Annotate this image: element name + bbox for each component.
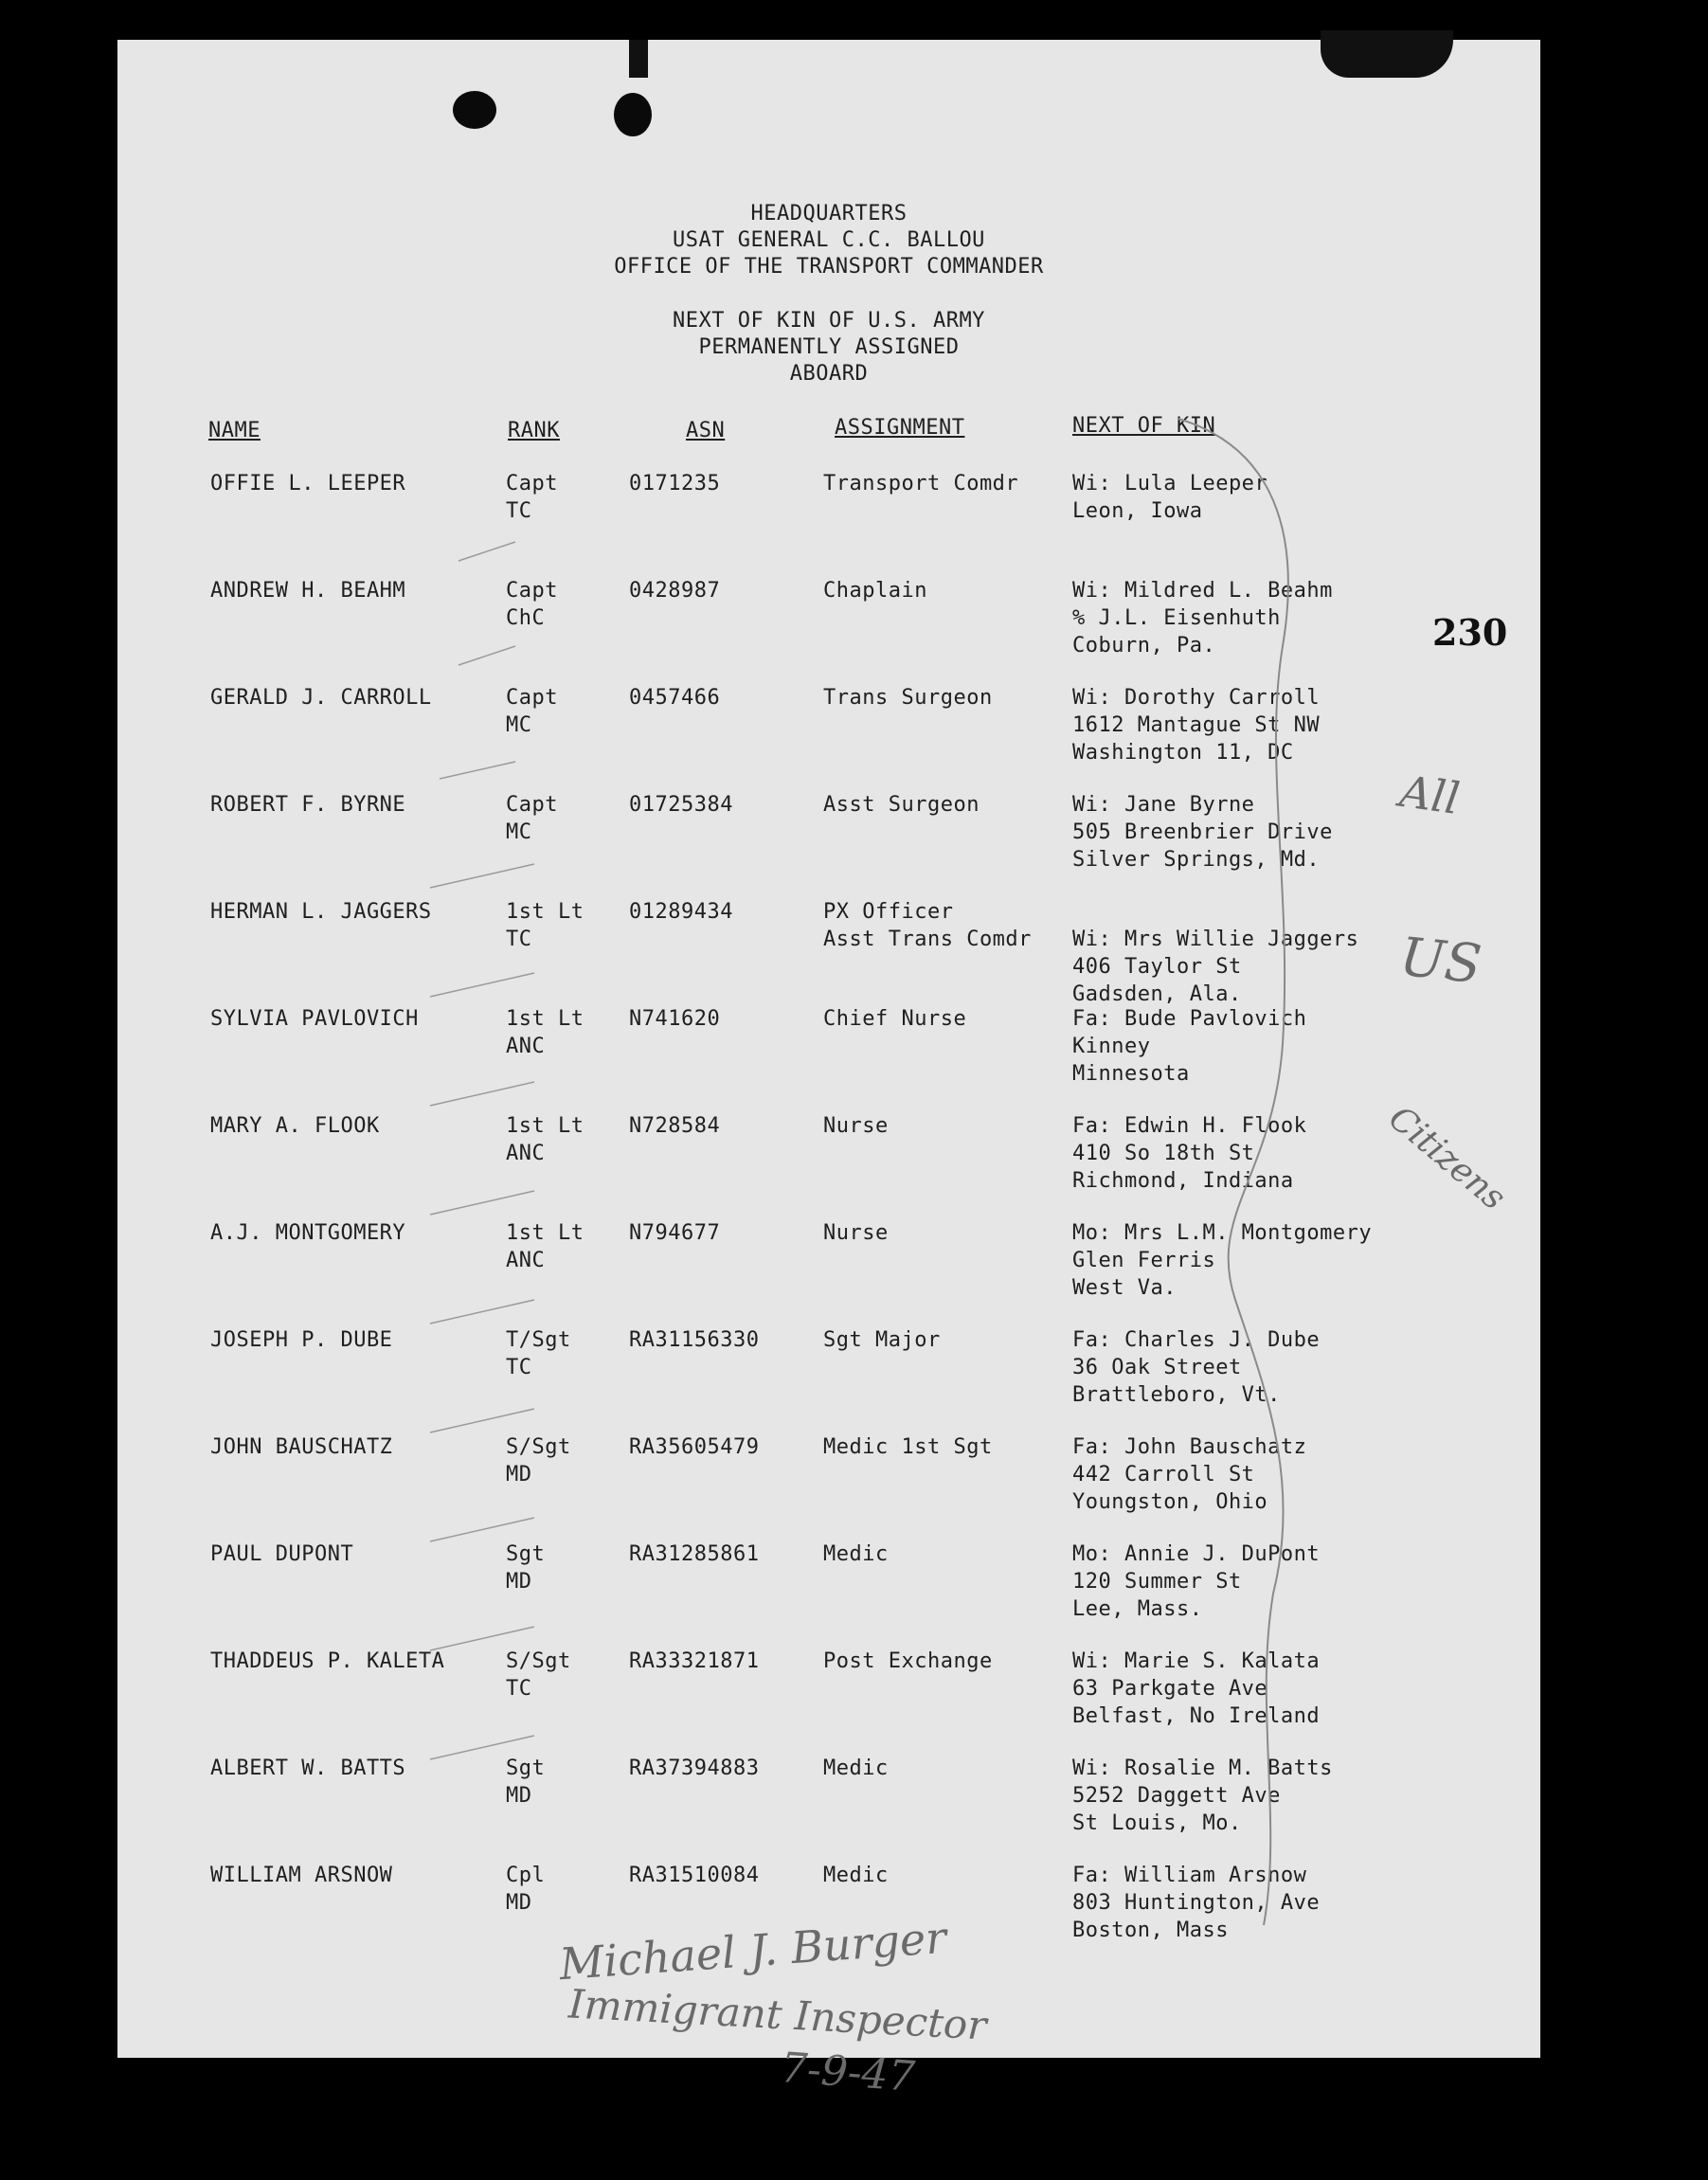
- personnel-rank: Sgt MD: [506, 1542, 546, 1594]
- personnel-rank: Sgt MD: [506, 1757, 546, 1808]
- personnel-rank: Cpl MD: [506, 1864, 546, 1915]
- personnel-asn: RA33321871: [629, 1649, 760, 1673]
- header-subtitle: PERMANENTLY ASSIGNED: [698, 335, 960, 359]
- personnel-rank: Capt TC: [506, 472, 558, 523]
- personnel-assignment: Post Exchange: [823, 1649, 993, 1673]
- personnel-rank: S/Sgt TC: [506, 1649, 571, 1701]
- personnel-next-of-kin: Fa: John Bauschatz 442 Carroll St Youngston, Ohio: [1072, 1435, 1307, 1514]
- personnel-name: ALBERT W. BATTS: [210, 1757, 406, 1780]
- personnel-next-of-kin: Wi: Mildred L. Beahm % J.L. Eisenhuth Coburn, Pa.: [1072, 579, 1333, 658]
- personnel-assignment: Chaplain: [823, 579, 927, 603]
- signature: Michael J. Burger: [557, 1911, 948, 1991]
- personnel-name: OFFIE L. LEEPER: [210, 472, 406, 495]
- personnel-next-of-kin: Wi: Dorothy Carroll 1612 Mantague St NW Washington 11, DC: [1072, 686, 1321, 765]
- personnel-next-of-kin: Wi: Jane Byrne 505 Breenbrier Drive Silver Springs, Md.: [1072, 793, 1333, 872]
- personnel-next-of-kin: Mo: Annie J. DuPont 120 Summer St Lee, Mass.: [1072, 1542, 1321, 1621]
- personnel-assignment: Medic: [823, 1542, 889, 1566]
- personnel-assignment: Nurse: [823, 1221, 889, 1245]
- page-number: 230: [1432, 611, 1508, 654]
- personnel-next-of-kin: Wi: Marie S. Kalata 63 Parkgate Ave Belfast, No Ireland: [1072, 1649, 1321, 1728]
- personnel-next-of-kin: Fa: William Arsnow 803 Huntington, Ave Boston, Mass: [1072, 1864, 1321, 1942]
- personnel-asn: 0428987: [629, 579, 721, 603]
- personnel-rank: 1st Lt TC: [506, 900, 584, 951]
- header-title: NEXT OF KIN OF U.S. ARMY: [673, 309, 985, 333]
- personnel-asn: 0457466: [629, 686, 721, 710]
- margin-note-us: US: [1396, 926, 1484, 997]
- personnel-asn: 0171235: [629, 472, 721, 495]
- personnel-assignment: Sgt Major: [823, 1328, 941, 1352]
- personnel-rank: 1st Lt ANC: [506, 1114, 584, 1165]
- personnel-assignment: Trans Surgeon: [823, 686, 993, 710]
- personnel-next-of-kin: Mo: Mrs L.M. Montgomery Glen Ferris West Va.: [1072, 1221, 1373, 1300]
- header-headquarters: HEADQUARTERS: [750, 202, 908, 225]
- personnel-next-of-kin: Fa: Edwin H. Flook 410 So 18th St Richmond, Indiana: [1072, 1114, 1307, 1193]
- margin-bracket-line: [1178, 419, 1288, 1925]
- personnel-rank: Capt MC: [506, 686, 558, 737]
- personnel-name: JOHN BAUSCHATZ: [210, 1435, 393, 1459]
- personnel-next-of-kin: Fa: Bude Pavlovich Kinney Minnesota: [1072, 1007, 1307, 1086]
- personnel-rank: T/Sgt TC: [506, 1328, 571, 1379]
- personnel-name: GERALD J. CARROLL: [210, 686, 432, 710]
- personnel-assignment: Nurse: [823, 1114, 889, 1138]
- personnel-asn: RA31510084: [629, 1864, 760, 1887]
- personnel-asn: RA35605479: [629, 1435, 760, 1459]
- personnel-asn: RA31285861: [629, 1542, 760, 1566]
- personnel-name: HERMAN L. JAGGERS: [210, 900, 432, 924]
- personnel-name: ROBERT F. BYRNE: [210, 793, 406, 817]
- header-ship: USAT GENERAL C.C. BALLOU: [673, 228, 985, 252]
- document-page: [117, 40, 1540, 2101]
- margin-note-citizens: Citizens: [1381, 1098, 1513, 1218]
- signature-date: 7-9-47: [779, 2044, 917, 2101]
- personnel-name: SYLVIA PAVLOVICH: [210, 1007, 419, 1031]
- personnel-rank: 1st Lt ANC: [506, 1007, 584, 1058]
- personnel-name: WILLIAM ARSNOW: [210, 1864, 393, 1887]
- header-office: OFFICE OF THE TRANSPORT COMMANDER: [614, 255, 1044, 279]
- pencil-marks: [117, 40, 1540, 2058]
- signature-title: Immigrant Inspector: [567, 1980, 988, 2049]
- personnel-asn: N728584: [629, 1114, 721, 1138]
- column-header-asn: ASN: [686, 419, 726, 442]
- personnel-assignment: Medic 1st Sgt: [823, 1435, 993, 1459]
- personnel-assignment: Medic: [823, 1757, 889, 1780]
- personnel-name: PAUL DUPONT: [210, 1542, 354, 1566]
- personnel-rank: S/Sgt MD: [506, 1435, 571, 1486]
- personnel-rank: 1st Lt ANC: [506, 1221, 584, 1272]
- column-header-rank: RANK: [508, 419, 560, 442]
- personnel-name: MARY A. FLOOK: [210, 1114, 380, 1138]
- header-aboard: ABOARD: [789, 362, 869, 386]
- personnel-next-of-kin: Wi: Rosalie M. Batts 5252 Daggett Ave St Louis, Mo.: [1072, 1757, 1333, 1835]
- personnel-next-of-kin: Fa: Charles J. Dube 36 Oak Street Brattleboro, Vt.: [1072, 1328, 1321, 1407]
- personnel-assignment: Asst Surgeon: [823, 793, 980, 817]
- personnel-assignment: Chief Nurse: [823, 1007, 967, 1031]
- personnel-asn: RA37394883: [629, 1757, 760, 1780]
- personnel-asn: N741620: [629, 1007, 721, 1031]
- personnel-assignment: Medic: [823, 1864, 889, 1887]
- personnel-rank: Capt ChC: [506, 579, 558, 630]
- personnel-assignment: PX Officer Asst Trans Comdr: [823, 900, 1032, 951]
- personnel-assignment: Transport Comdr: [823, 472, 1019, 495]
- column-header-assignment: ASSIGNMENT: [835, 416, 965, 440]
- personnel-name: THADDEUS P. KALETA: [210, 1649, 445, 1673]
- personnel-asn: 01289434: [629, 900, 733, 924]
- personnel-asn: 01725384: [629, 793, 733, 817]
- column-header-next-of-kin: NEXT OF KIN: [1072, 414, 1216, 438]
- personnel-rank: Capt MC: [506, 793, 558, 844]
- margin-note-all: All: [1396, 765, 1464, 825]
- personnel-name: ANDREW H. BEAHM: [210, 579, 406, 603]
- personnel-asn: N794677: [629, 1221, 721, 1245]
- personnel-next-of-kin: Wi: Mrs Willie Jaggers 406 Taylor St Gadsden, Ala.: [1072, 928, 1359, 1006]
- personnel-name: JOSEPH P. DUBE: [210, 1328, 393, 1352]
- personnel-name: A.J. MONTGOMERY: [210, 1221, 406, 1245]
- column-header-name: NAME: [208, 419, 261, 442]
- personnel-asn: RA31156330: [629, 1328, 760, 1352]
- personnel-next-of-kin: Wi: Lula Leeper Leon, Iowa: [1072, 472, 1268, 523]
